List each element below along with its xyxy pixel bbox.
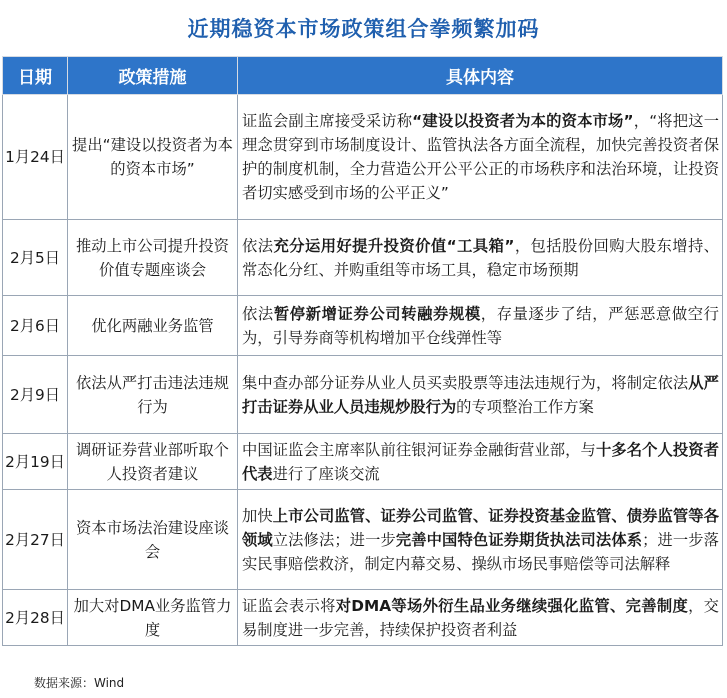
row-measure: 加大对DMA业务监管力度 xyxy=(68,590,238,646)
row-measure: 优化两融业务监管 xyxy=(68,296,238,356)
table-row xyxy=(3,434,723,490)
row-measure: 提出“建设以投资者为本的资本市场” xyxy=(68,95,238,220)
row-date: 2月6日 xyxy=(3,296,68,356)
row-date: 2月9日 xyxy=(3,356,68,434)
page-title: 近期稳资本市场政策组合拳频繁加码 xyxy=(187,17,540,41)
content-emphasis: 上市公司监管、证券公司监管、证券投资基金监管、债券监管等各领域 xyxy=(242,506,719,549)
content-emphasis: “建设以投资者为本的资本市场” xyxy=(412,112,634,130)
table-row xyxy=(3,356,723,434)
header-date: 日期 xyxy=(3,57,68,95)
row-date: 2月19日 xyxy=(3,434,68,490)
table-row xyxy=(3,490,723,590)
row-date: 1月24日 xyxy=(3,95,68,220)
content-emphasis: 从严打击证券从业人员违规炒股行为 xyxy=(242,373,719,416)
row-measure: 调研证券营业部听取个人投资者建议 xyxy=(68,434,238,490)
row-date: 2月27日 xyxy=(3,490,68,590)
table-row xyxy=(3,95,723,220)
content-text: 加快 xyxy=(242,506,273,525)
row-content xyxy=(238,95,723,220)
table-row xyxy=(3,220,723,296)
content-text: 证监会副主席接受采访称 xyxy=(242,112,413,130)
content-text: ，交易制度进一步完善，持续保护投资者利益 xyxy=(242,596,719,639)
row-date: 2月28日 xyxy=(3,590,68,646)
content-text: 证监会表示将 xyxy=(242,596,336,615)
table-header-row xyxy=(3,57,723,95)
content-text: 依法 xyxy=(242,236,274,255)
row-content xyxy=(238,490,723,590)
content-text: 进行了座谈交流 xyxy=(272,464,380,483)
table-row xyxy=(3,590,723,646)
header-content: 具体内容 xyxy=(238,57,723,95)
content-text: ，存量逐步了结，严惩恶意做空行为，引导券商等机构增加平仓线弹性等 xyxy=(242,304,719,347)
content-emphasis: 完善中国特色证券期货执法司法体系 xyxy=(395,530,643,549)
content-text: ，“将把这一理念贯穿到市场制度设计、监管执法各方面全流程，加快完善投资者保护的制度机制，全力营造公开公平公正的市场秩序和法治环境，让投资者切实感受到市场的公平正义” xyxy=(242,112,719,202)
header-measure: 政策措施 xyxy=(68,57,238,95)
row-measure: 资本市场法治建设座谈会 xyxy=(68,490,238,590)
row-measure: 依法从严打击违法违规行为 xyxy=(68,356,238,434)
row-content xyxy=(238,220,723,296)
content-text: 的专项整治工作方案 xyxy=(456,397,594,416)
content-emphasis: 充分运用好提升投资价值“工具箱” xyxy=(273,236,515,255)
content-text: ，包括股份回购大股东增持、常态化分红、并购重组等市场工具，稳定市场预期 xyxy=(242,236,719,279)
row-content xyxy=(238,590,723,646)
content-emphasis: 十多名个人投资者代表 xyxy=(242,440,719,483)
row-date: 2月5日 xyxy=(3,220,68,296)
row-measure: 推动上市公司提升投资价值专题座谈会 xyxy=(68,220,238,296)
row-content xyxy=(238,356,723,434)
row-content xyxy=(238,434,723,490)
content-text: 依法 xyxy=(242,304,274,323)
table-body xyxy=(3,95,723,646)
content-emphasis: 暂停新增证券公司转融券规模 xyxy=(273,304,481,323)
content-text: 中国证监会主席率队前往银河证券金融街营业部，与 xyxy=(242,440,596,459)
content-text: ；进一步落实民事赔偿救济，制定内幕交易、操纵市场民事赔偿等司法解释 xyxy=(242,530,719,573)
table-row xyxy=(3,296,723,356)
data-source-note: 数据来源：Wind xyxy=(34,676,125,690)
content-text: 集中查办部分证券从业人员买卖股票等违法违规行为，将制定依法 xyxy=(242,373,689,392)
policy-table xyxy=(2,56,723,646)
row-content xyxy=(238,296,723,356)
content-text: 立法修法；进一步 xyxy=(272,530,396,549)
content-emphasis: 对DMA等场外衍生品业务继续强化监管、完善制度 xyxy=(335,596,689,615)
